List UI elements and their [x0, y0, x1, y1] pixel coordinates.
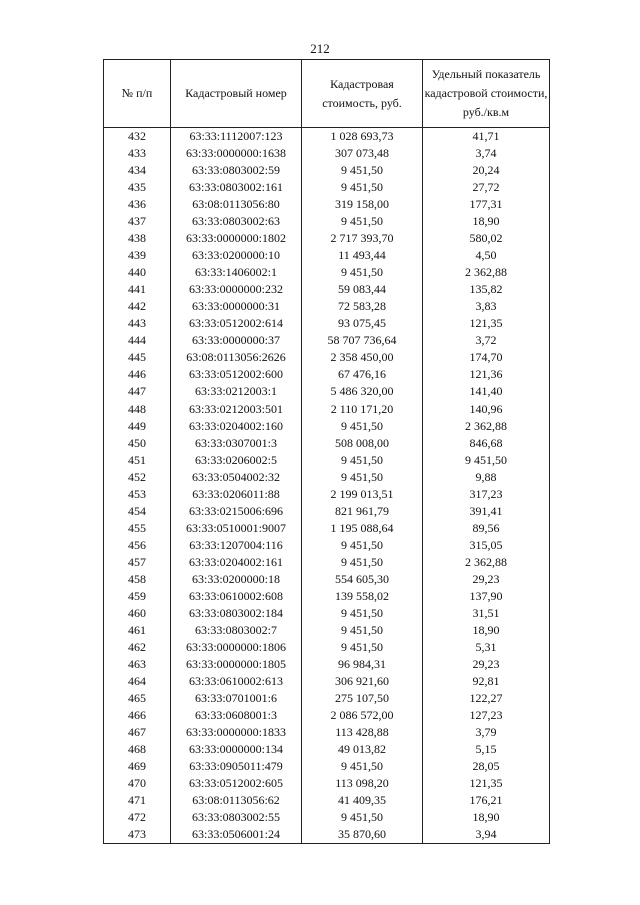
row-cadastral-number: 63:33:0504002:32 — [171, 469, 302, 486]
table-row — [104, 452, 550, 469]
table-row — [104, 673, 550, 690]
row-cadastral-value: 93 075,45 — [302, 315, 423, 332]
table-row — [104, 128, 550, 146]
row-cadastral-number: 63:33:0905011:479 — [171, 758, 302, 775]
row-specific-indicator: 2 362,88 — [423, 554, 550, 571]
table-row — [104, 724, 550, 741]
row-cadastral-number: 63:33:0506001:24 — [171, 826, 302, 844]
row-specific-indicator: 2 362,88 — [423, 418, 550, 435]
table-row — [104, 520, 550, 537]
row-cadastral-number: 63:33:0510001:9007 — [171, 520, 302, 537]
row-num: 461 — [104, 622, 171, 639]
row-num: 473 — [104, 826, 171, 844]
row-cadastral-value: 58 707 736,64 — [302, 332, 423, 349]
row-cadastral-value: 72 583,28 — [302, 298, 423, 315]
table-row — [104, 349, 550, 366]
row-specific-indicator: 20,24 — [423, 162, 550, 179]
row-specific-indicator: 174,70 — [423, 349, 550, 366]
row-specific-indicator: 31,51 — [423, 605, 550, 622]
table-row — [104, 707, 550, 724]
row-num: 456 — [104, 537, 171, 554]
row-cadastral-value: 9 451,50 — [302, 639, 423, 656]
row-num: 472 — [104, 809, 171, 826]
row-cadastral-number: 63:33:1112007:123 — [171, 128, 302, 146]
row-cadastral-value: 96 984,31 — [302, 656, 423, 673]
row-cadastral-value: 9 451,50 — [302, 605, 423, 622]
header-num: № п/п — [104, 60, 171, 128]
row-cadastral-number: 63:33:0212003:501 — [171, 401, 302, 418]
row-specific-indicator: 41,71 — [423, 128, 550, 146]
header-cadastral-value: Кадастровая стоимость, руб. — [302, 60, 423, 128]
row-cadastral-number: 63:33:0200000:10 — [171, 247, 302, 264]
row-cadastral-number: 63:33:0307001:3 — [171, 435, 302, 452]
cadastral-table — [103, 59, 550, 844]
row-num: 452 — [104, 469, 171, 486]
row-num: 454 — [104, 503, 171, 520]
row-specific-indicator: 5,15 — [423, 741, 550, 758]
row-cadastral-value: 139 558,02 — [302, 588, 423, 605]
row-specific-indicator: 122,27 — [423, 690, 550, 707]
row-num: 435 — [104, 179, 171, 196]
row-num: 466 — [104, 707, 171, 724]
row-cadastral-value: 35 870,60 — [302, 826, 423, 844]
row-cadastral-number: 63:33:0206011:88 — [171, 486, 302, 503]
row-specific-indicator: 3,74 — [423, 145, 550, 162]
table-row — [104, 537, 550, 554]
table-row — [104, 656, 550, 673]
row-cadastral-value: 275 107,50 — [302, 690, 423, 707]
row-specific-indicator: 18,90 — [423, 213, 550, 230]
table-row — [104, 418, 550, 435]
row-cadastral-number: 63:33:0608001:3 — [171, 707, 302, 724]
row-specific-indicator: 391,41 — [423, 503, 550, 520]
row-cadastral-number: 63:33:0000000:134 — [171, 741, 302, 758]
row-cadastral-value: 113 428,88 — [302, 724, 423, 741]
row-num: 471 — [104, 792, 171, 809]
row-specific-indicator: 121,35 — [423, 315, 550, 332]
table-row — [104, 792, 550, 809]
row-specific-indicator: 127,23 — [423, 707, 550, 724]
row-num: 439 — [104, 247, 171, 264]
row-specific-indicator: 135,82 — [423, 281, 550, 298]
row-num: 448 — [104, 401, 171, 418]
row-cadastral-number: 63:33:0204002:161 — [171, 554, 302, 571]
row-num: 446 — [104, 366, 171, 383]
table-row — [104, 826, 550, 844]
row-num: 459 — [104, 588, 171, 605]
row-num: 440 — [104, 264, 171, 281]
row-cadastral-value: 1 195 088,64 — [302, 520, 423, 537]
row-specific-indicator: 27,72 — [423, 179, 550, 196]
row-specific-indicator: 3,94 — [423, 826, 550, 844]
row-num: 467 — [104, 724, 171, 741]
row-cadastral-value: 113 098,20 — [302, 775, 423, 792]
row-specific-indicator: 121,35 — [423, 775, 550, 792]
row-specific-indicator: 846,68 — [423, 435, 550, 452]
row-cadastral-number: 63:33:0512002:605 — [171, 775, 302, 792]
row-cadastral-value: 9 451,50 — [302, 179, 423, 196]
row-cadastral-number: 63:33:0215006:696 — [171, 503, 302, 520]
table-row — [104, 639, 550, 656]
row-cadastral-value: 11 493,44 — [302, 247, 423, 264]
row-specific-indicator: 140,96 — [423, 401, 550, 418]
row-cadastral-value: 9 451,50 — [302, 213, 423, 230]
row-num: 445 — [104, 349, 171, 366]
table-row — [104, 162, 550, 179]
row-num: 436 — [104, 196, 171, 213]
header-specific-indicator: Удельный показатель кадастровой стоимости, руб./кв.м — [423, 60, 550, 128]
row-cadastral-number: 63:33:0212003:1 — [171, 383, 302, 400]
table-row — [104, 503, 550, 520]
row-specific-indicator: 18,90 — [423, 809, 550, 826]
row-cadastral-number: 63:33:0000000:232 — [171, 281, 302, 298]
row-cadastral-number: 63:08:0113056:62 — [171, 792, 302, 809]
row-cadastral-number: 63:33:0701001:6 — [171, 690, 302, 707]
table-row — [104, 775, 550, 792]
row-cadastral-value: 307 073,48 — [302, 145, 423, 162]
table-row — [104, 809, 550, 826]
row-cadastral-number: 63:33:1207004:116 — [171, 537, 302, 554]
row-cadastral-number: 63:33:0000000:1805 — [171, 656, 302, 673]
row-num: 462 — [104, 639, 171, 656]
table-row — [104, 213, 550, 230]
row-specific-indicator: 4,50 — [423, 247, 550, 264]
row-specific-indicator: 5,31 — [423, 639, 550, 656]
row-cadastral-value: 59 083,44 — [302, 281, 423, 298]
row-cadastral-value: 508 008,00 — [302, 435, 423, 452]
row-cadastral-value: 9 451,50 — [302, 162, 423, 179]
table-row — [104, 469, 550, 486]
table-row — [104, 435, 550, 452]
row-specific-indicator: 176,21 — [423, 792, 550, 809]
row-specific-indicator: 2 362,88 — [423, 264, 550, 281]
row-num: 438 — [104, 230, 171, 247]
row-cadastral-number: 63:33:0610002:613 — [171, 673, 302, 690]
row-num: 463 — [104, 656, 171, 673]
row-cadastral-value: 9 451,50 — [302, 809, 423, 826]
row-num: 470 — [104, 775, 171, 792]
table-row — [104, 315, 550, 332]
row-cadastral-value: 821 961,79 — [302, 503, 423, 520]
table-row — [104, 571, 550, 588]
table-row — [104, 605, 550, 622]
row-cadastral-number: 63:33:0204002:160 — [171, 418, 302, 435]
table-row — [104, 486, 550, 503]
row-cadastral-value: 9 451,50 — [302, 758, 423, 775]
row-cadastral-value: 9 451,50 — [302, 537, 423, 554]
row-specific-indicator: 3,79 — [423, 724, 550, 741]
table-row — [104, 281, 550, 298]
row-specific-indicator: 141,40 — [423, 383, 550, 400]
row-specific-indicator: 28,05 — [423, 758, 550, 775]
row-cadastral-number: 63:33:0803002:161 — [171, 179, 302, 196]
row-cadastral-number: 63:33:0000000:1833 — [171, 724, 302, 741]
row-cadastral-value: 9 451,50 — [302, 418, 423, 435]
row-cadastral-number: 63:33:0206002:5 — [171, 452, 302, 469]
table-row — [104, 230, 550, 247]
row-num: 465 — [104, 690, 171, 707]
row-specific-indicator: 9,88 — [423, 469, 550, 486]
row-cadastral-value: 554 605,30 — [302, 571, 423, 588]
row-num: 432 — [104, 128, 171, 146]
row-cadastral-value: 2 086 572,00 — [302, 707, 423, 724]
row-specific-indicator: 317,23 — [423, 486, 550, 503]
row-specific-indicator: 3,83 — [423, 298, 550, 315]
row-num: 442 — [104, 298, 171, 315]
row-specific-indicator: 29,23 — [423, 571, 550, 588]
row-specific-indicator: 580,02 — [423, 230, 550, 247]
table-row — [104, 145, 550, 162]
row-num: 449 — [104, 418, 171, 435]
row-num: 460 — [104, 605, 171, 622]
row-specific-indicator: 177,31 — [423, 196, 550, 213]
row-cadastral-value: 9 451,50 — [302, 554, 423, 571]
row-num: 450 — [104, 435, 171, 452]
row-cadastral-value: 67 476,16 — [302, 366, 423, 383]
row-num: 437 — [104, 213, 171, 230]
row-cadastral-number: 63:33:0512002:614 — [171, 315, 302, 332]
row-cadastral-number: 63:33:1406002:1 — [171, 264, 302, 281]
table-header-row — [104, 60, 550, 128]
table-row — [104, 758, 550, 775]
row-cadastral-value: 306 921,60 — [302, 673, 423, 690]
table-row — [104, 383, 550, 400]
row-num: 441 — [104, 281, 171, 298]
table-row — [104, 264, 550, 281]
row-num: 469 — [104, 758, 171, 775]
table-row — [104, 332, 550, 349]
row-cadastral-value: 9 451,50 — [302, 452, 423, 469]
row-specific-indicator: 121,36 — [423, 366, 550, 383]
table-row — [104, 179, 550, 196]
row-cadastral-number: 63:33:0000000:1638 — [171, 145, 302, 162]
row-cadastral-number: 63:33:0200000:18 — [171, 571, 302, 588]
row-specific-indicator: 3,72 — [423, 332, 550, 349]
row-cadastral-value: 2 358 450,00 — [302, 349, 423, 366]
row-num: 453 — [104, 486, 171, 503]
row-num: 444 — [104, 332, 171, 349]
table-row — [104, 247, 550, 264]
row-num: 443 — [104, 315, 171, 332]
row-cadastral-number: 63:33:0000000:1802 — [171, 230, 302, 247]
row-cadastral-number: 63:08:0113056:2626 — [171, 349, 302, 366]
row-specific-indicator: 9 451,50 — [423, 452, 550, 469]
row-cadastral-number: 63:33:0803002:59 — [171, 162, 302, 179]
table-row — [104, 196, 550, 213]
row-num: 458 — [104, 571, 171, 588]
row-cadastral-number: 63:08:0113056:80 — [171, 196, 302, 213]
row-cadastral-value: 2 199 013,51 — [302, 486, 423, 503]
row-num: 464 — [104, 673, 171, 690]
row-cadastral-value: 41 409,35 — [302, 792, 423, 809]
table-row — [104, 298, 550, 315]
row-cadastral-number: 63:33:0000000:37 — [171, 332, 302, 349]
row-cadastral-value: 2 717 393,70 — [302, 230, 423, 247]
row-num: 434 — [104, 162, 171, 179]
row-specific-indicator: 92,81 — [423, 673, 550, 690]
row-num: 433 — [104, 145, 171, 162]
row-num: 457 — [104, 554, 171, 571]
row-cadastral-value: 9 451,50 — [302, 622, 423, 639]
row-num: 468 — [104, 741, 171, 758]
page-number: 212 — [310, 41, 330, 56]
row-cadastral-number: 63:33:0803002:55 — [171, 809, 302, 826]
row-cadastral-value: 2 110 171,20 — [302, 401, 423, 418]
table-body — [104, 128, 550, 844]
table-row — [104, 588, 550, 605]
row-specific-indicator: 315,05 — [423, 537, 550, 554]
row-num: 455 — [104, 520, 171, 537]
row-cadastral-number: 63:33:0803002:7 — [171, 622, 302, 639]
row-specific-indicator: 137,90 — [423, 588, 550, 605]
header-cadastral-number: Кадастровый номер — [171, 60, 302, 128]
row-cadastral-number: 63:33:0610002:608 — [171, 588, 302, 605]
table-row — [104, 690, 550, 707]
row-cadastral-number: 63:33:0512002:600 — [171, 366, 302, 383]
row-specific-indicator: 18,90 — [423, 622, 550, 639]
table-row — [104, 622, 550, 639]
row-num: 451 — [104, 452, 171, 469]
row-cadastral-number: 63:33:0803002:184 — [171, 605, 302, 622]
row-specific-indicator: 89,56 — [423, 520, 550, 537]
table-row — [104, 366, 550, 383]
row-num: 447 — [104, 383, 171, 400]
row-cadastral-value: 1 028 693,73 — [302, 128, 423, 146]
row-cadastral-value: 5 486 320,00 — [302, 383, 423, 400]
row-cadastral-value: 49 013,82 — [302, 741, 423, 758]
table-row — [104, 554, 550, 571]
table-row — [104, 401, 550, 418]
row-cadastral-value: 9 451,50 — [302, 264, 423, 281]
row-cadastral-number: 63:33:0803002:63 — [171, 213, 302, 230]
row-cadastral-value: 9 451,50 — [302, 469, 423, 486]
row-cadastral-number: 63:33:0000000:31 — [171, 298, 302, 315]
row-specific-indicator: 29,23 — [423, 656, 550, 673]
row-cadastral-value: 319 158,00 — [302, 196, 423, 213]
row-cadastral-number: 63:33:0000000:1806 — [171, 639, 302, 656]
table-row — [104, 741, 550, 758]
